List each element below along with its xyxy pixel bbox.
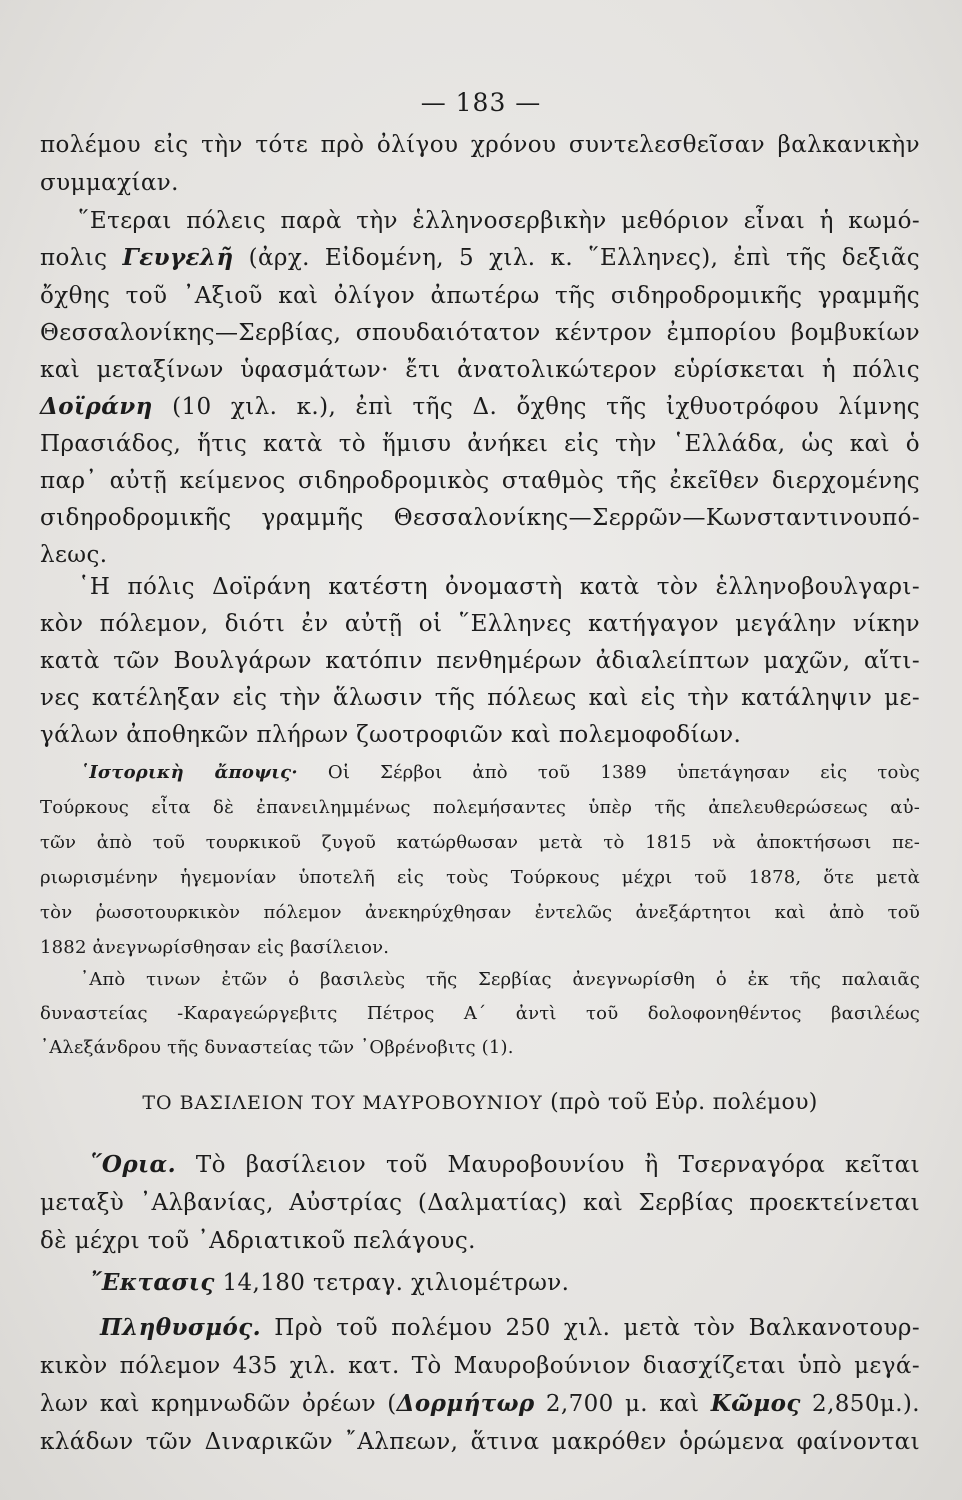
text-line: παρ᾽ αὐτῇ κείμενος σιδηροδρομικὸς σταθμὸς τῆς ἐκεῖθεν διερχομένης xyxy=(40,468,920,494)
text-line xyxy=(40,1313,920,1343)
text-line: κλάδων τῶν Διναρικῶν ῎Αλπεων, ἅτινα μακρόθεν ὁρώμενα φαίνονται xyxy=(40,1429,920,1455)
text-line: συμμαχίαν. xyxy=(40,170,179,196)
text-segment: 14,180 τετραγ. χιλιομέτρων. xyxy=(214,1270,570,1296)
text-line: κὸν πόλεμον, διότι ἐν αὐτῇ οἱ ῞Ελληνες κατήγαγον μεγάλην νίκην xyxy=(40,611,920,637)
text-line: καὶ μεταξίνων ὑφασμάτων· ἔτι ἀνατολικώτερον εὑρίσκεται ἡ πόλις xyxy=(40,357,920,383)
text-segment: Πρὸ τοῦ πολέμου 250 χιλ. μετὰ τὸν Βαλκανοτουρ- xyxy=(261,1315,920,1341)
text-line xyxy=(40,758,920,788)
text-line: λεως. xyxy=(40,542,108,568)
page-number: — 183 — xyxy=(420,88,542,117)
history-heading: ῾Ιστορικὴ ἄποψις· xyxy=(80,762,298,783)
text-line: πολέμου εἰς τὴν τότε πρὸ ὀλίγου χρόνου συντελεσθεῖσαν βαλκανικὴν xyxy=(40,132,920,158)
text-segment: πολις xyxy=(40,245,123,271)
text-line: δὲ μέχρι τοῦ ᾿Αδριατικοῦ πελάγους. xyxy=(40,1228,476,1254)
text-line: τῶν ἀπὸ τοῦ τουρκικοῦ ζυγοῦ κατώρθωσαν μετὰ τὸ 1815 νὰ ἀποκτήσωσι πε- xyxy=(40,832,920,853)
text-line: Θεσσαλονίκης—Σερβίας, σπουδαιότατον κέντρον ἐμπορίου βομβυκίων xyxy=(40,320,920,346)
text-line: σιδηροδρομικῆς γραμμῆς Θεσσαλονίκης—Σερρῶν—Κωνσταντινουπό- xyxy=(40,505,920,531)
text-segment: (10 χιλ. κ.), ἐπὶ τῆς Δ. ὄχθης τῆς ἰχθυοτρόφου λίμνης xyxy=(152,394,920,420)
text-segment: 2,700 μ. καὶ xyxy=(534,1391,711,1417)
text-line: νες κατέληξαν εἰς τὴν ἅλωσιν τῆς πόλεως καὶ εἰς τὴν κατάληψιν με- xyxy=(40,685,920,711)
text-line xyxy=(40,392,920,422)
text-line: δυναστείας -Καραγεώργεβιτς Πέτρος Α΄ ἀντὶ τοῦ δολοφονηθέντος βασιλέως xyxy=(40,1003,920,1024)
text-line: 1882 ἀνεγνωρίσθησαν εἰς βασίλειον. xyxy=(40,937,390,958)
text-line: ριωρισμένην ἡγεμονίαν ὑποτελῆ εἰς τοὺς Τούρκους μέχρι τοῦ 1878, ὅτε μετὰ xyxy=(40,867,920,888)
text-line xyxy=(40,1389,920,1419)
text-line: ῾Η πόλις Δοϊράνη κατέστη ὀνομαστὴ κατὰ τὸν ἑλληνοβουλγαρι- xyxy=(78,574,920,600)
text-segment: Τὸ βασίλειον τοῦ Μαυροβουνίου ἢ Τσερναγόρα κεῖται xyxy=(176,1152,920,1178)
text-line: ᾿Αλεξάνδρου τῆς δυναστείας τῶν ᾿Οβρένοβιτς (1). xyxy=(40,1037,514,1058)
text-line: ᾿Απὸ τινων ἐτῶν ὁ βασιλεὺς τῆς Σερβίας ἀνεγνωρίσθη ὁ ἐκ τῆς παλαιᾶς xyxy=(80,969,920,990)
text-line: Πρασιάδος, ἥτις κατὰ τὸ ἥμισυ ἀνήκει εἰς τὴν ῾Ελλάδα, ὡς καὶ ὁ xyxy=(40,431,920,457)
mountain-name-komos: Κῶμος xyxy=(710,1390,801,1417)
text-line: Τούρκους εἶτα δὲ ἐπανειλημμένως πολεμήσαντες ὑπὲρ τῆς ἀπελευθερώσεως αὐ- xyxy=(40,797,920,818)
section-title-paren: (πρὸ τοῦ Εὐρ. πολέμου) xyxy=(542,1090,818,1115)
text-line: μεταξὺ ᾿Αλβανίας, Αὐστρίας (Δαλματίας) καὶ Σερβίας προεκτείνεται xyxy=(40,1190,920,1216)
area-label: ῎Εκτασις xyxy=(90,1269,215,1296)
text-line: τὸν ῥωσοτουρκικὸν πόλεμον ἀνεκηρύχθησαν ἐντελῶς ἀνεξάρτητοι καὶ ἀπὸ τοῦ xyxy=(40,902,920,923)
text-line xyxy=(40,243,920,273)
text-segment: 2,850μ.). xyxy=(800,1391,921,1417)
text-line: ῞Ετεραι πόλεις παρὰ τὴν ἑλληνοσερβικὴν μεθόριον εἶναι ἡ κωμό- xyxy=(78,208,920,234)
text-line: ὄχθης τοῦ ᾿Αξιοῦ καὶ ὀλίγον ἀπωτέρω τῆς σιδηροδρομικῆς γραμμῆς xyxy=(40,283,920,309)
text-line: γάλων ἀποθηκῶν πλήρων ζωοτροφιῶν καὶ πολεμοφοδίων. xyxy=(40,722,742,748)
text-line: κατὰ τῶν Βουλγάρων κατόπιν πενθημέρων ἀδιαλείπτων μαχῶν, αἵτι- xyxy=(40,648,920,674)
text-line: κικὸν πόλεμον 435 χιλ. κατ. Τὸ Μαυροβούνιον διασχίζεται ὑπὸ μεγά- xyxy=(40,1353,920,1379)
section-title-text: ΤΟ ΒΑΣΙΛΕΙΟΝ ΤΟΥ ΜΑΥΡΟΒΟΥΝΙΟΥ xyxy=(142,1092,543,1114)
text-line xyxy=(40,1150,920,1180)
borders-label: ῞Ορια. xyxy=(90,1151,177,1178)
population-label: Πληθυσμός. xyxy=(100,1314,262,1341)
place-name-gevgeli: Γευγελῆ xyxy=(122,244,234,271)
text-segment: Οἱ Σέρβοι ἀπὸ τοῦ 1389 ὑπετάγησαν εἰς τοὺς xyxy=(297,762,920,783)
text-segment: (ἀρχ. Εἰδομένη, 5 χιλ. κ. ῞Ελληνες), ἐπὶ τῆς δεξιᾶς xyxy=(233,245,921,271)
section-title xyxy=(40,1090,920,1115)
mountain-name-dormitor: Δορμήτωρ xyxy=(396,1390,535,1417)
text-line xyxy=(40,1268,962,1298)
place-name-doirani: Δοϊράνη xyxy=(40,393,153,420)
text-segment: λων καὶ κρημνωδῶν ὀρέων ( xyxy=(40,1391,397,1417)
